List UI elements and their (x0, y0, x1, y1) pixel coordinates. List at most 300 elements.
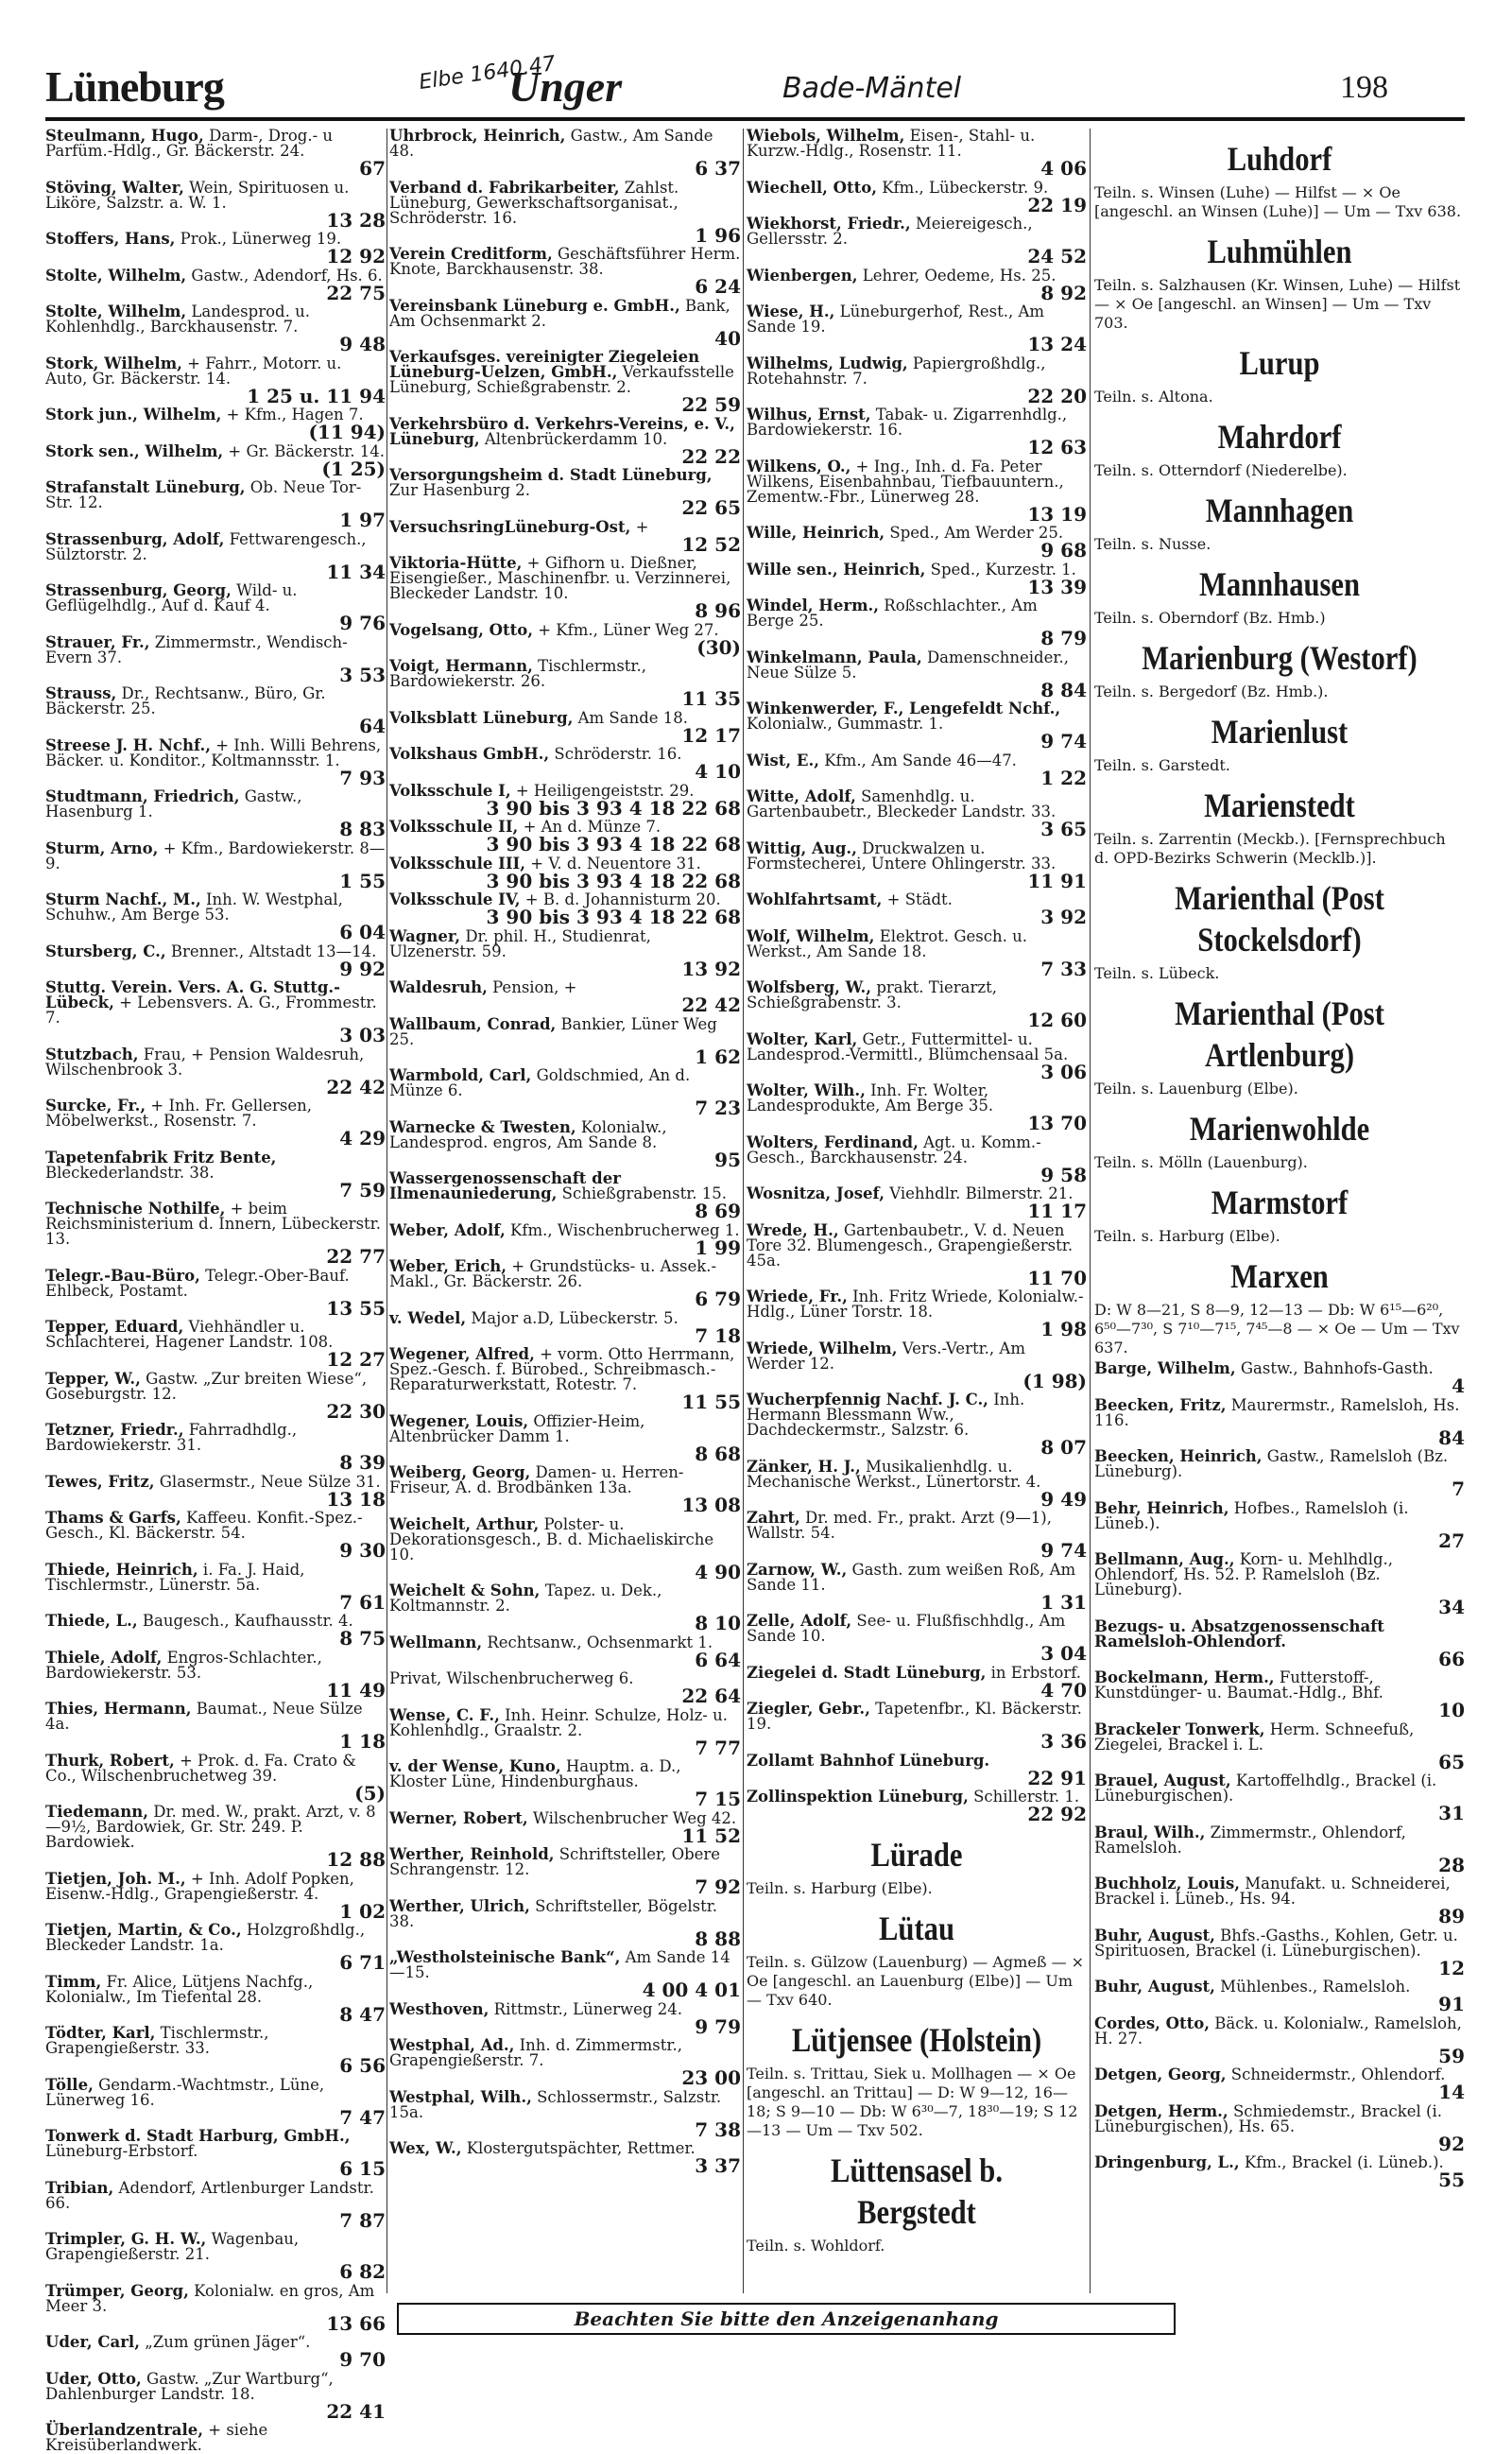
entry-details: Futterstoff-, Kunstdünger- u. Baumat.-Hdlg., Bhf. (1094, 1668, 1383, 1702)
directory-entry (1094, 2013, 1465, 2067)
directory-entry (389, 1759, 741, 1809)
entry-phone-number: 11 49 (326, 1678, 386, 1702)
directory-entry (45, 129, 386, 179)
entry-name: Wilkens, O., (747, 457, 851, 475)
town-heading: Lütau (879, 1910, 954, 1947)
directory-entry (45, 1805, 386, 1870)
directory-entry (747, 598, 1087, 648)
directory-entry (389, 1411, 741, 1465)
entry-phone-number: 28 (1438, 1853, 1465, 1876)
town-reference: Teiln. s. Nusse. (1094, 535, 1211, 553)
entry-phone-number: 11 70 (1027, 1266, 1087, 1289)
entry-details: i. Fa. J. Haid, Tischlermstr., Lünerstr. 5a. (45, 1560, 305, 1594)
entry-phone-number: 13 08 (681, 1494, 741, 1516)
entry-details: Goldschmied, An d. Münze 6. (389, 1066, 691, 1099)
entry-name: Verkaufsges. vereinigter Ziegeleien Lüneburg-Uelzen, GmbH., (389, 348, 700, 381)
entry-phone-number: 3 92 (1040, 906, 1087, 928)
entry-details: Ob. Neue Tor-Str. 12. (45, 478, 362, 511)
entry-details: Holzgroßhdlg., Bleckeder Landstr. 1a. (45, 1921, 366, 1954)
entry-phone-number: 11 17 (1027, 1200, 1087, 1222)
entry-details: Schmiedemstr., Brackel (i. Lüneburgischen), Hs. 65. (1094, 2101, 1443, 2135)
directory-entry (45, 2335, 386, 2370)
entry-phone-number: 7 77 (695, 1736, 741, 1759)
entry-name: Beecken, Heinrich, (1094, 1447, 1263, 1465)
town-reference: Teiln. s. Bergedorf (Bz. Hmb.). (1094, 683, 1329, 700)
entry-details: Landesprod. u. Kohlenhdlg., Barckhausenstr. 7. (45, 302, 310, 336)
entry-details: Inh. Heinr. Schulze, Holz- u. Kohlenhdlg., Graalstr. 2. (389, 1705, 728, 1739)
entry-name: Strauer, Fr., (45, 632, 150, 651)
entry-phone-number: 22 20 (1027, 384, 1087, 407)
entry-details: Rechtsanw., Ochsenmarkt 1. (487, 1633, 713, 1651)
entry-phone-number: 12 92 (326, 245, 386, 268)
entry-phone-number: 7 33 (1040, 957, 1087, 980)
directory-entry (1094, 1979, 1465, 2014)
entry-name: Strassenburg, Georg, (45, 581, 232, 599)
directory-entry (747, 1220, 1087, 1289)
entry-details: Fr. Alice, Lütjens Nachfg., Kolonialw., Im Tiefental 28. (45, 1972, 314, 2006)
directory-entry (747, 1789, 1087, 1824)
entry-details: See- u. Flußfischhdlg., Am Sande 10. (747, 1612, 1066, 1645)
entry-phone-number: 12 88 (326, 1848, 386, 1871)
directory-entry (45, 735, 386, 789)
directory-entry (389, 178, 741, 247)
entry-name: Waldesruh, (389, 978, 488, 996)
directory-entry (389, 2038, 741, 2088)
entry-phone-number: 12 52 (681, 532, 741, 556)
entry-phone-number: 7 93 (339, 766, 386, 789)
town-heading: Mannhausen (1198, 565, 1361, 603)
entry-details: Wagenbau, Grapengießerstr. 21. (45, 2230, 300, 2263)
directory-entry (747, 1751, 1087, 1789)
page-number: 198 (1340, 70, 1388, 105)
entry-phone-number: 8 92 (1040, 281, 1087, 304)
entry-phone-number: (1 98) (1022, 1369, 1087, 1392)
entry-phone-number: 13 24 (1027, 333, 1087, 355)
entry-details: Gastw. „Zur breiten Wiese“, Goseburgstr. 12. (45, 1369, 368, 1403)
directory-entry (389, 620, 741, 659)
directory-entry (747, 268, 1087, 303)
directory-entry (1094, 2155, 1465, 2190)
entry-phone-number: 13 92 (681, 957, 741, 980)
entry-details: Schriftsteller, Bögelstr. 38. (389, 1896, 718, 1930)
directory-entry (389, 1999, 741, 2038)
entry-name: Bellmann, Aug., (1094, 1550, 1235, 1568)
entry-details: + Lebensvers. A. G., Frommestr. 7. (45, 994, 377, 1027)
entry-details: prakt. Tierarzt, Schießgrabenstr. 3. (747, 978, 997, 1011)
entry-name: Wagner, (389, 926, 461, 945)
entry-details: Tapez. u. Dek., Koltmannstr. 2. (389, 1581, 662, 1615)
entry-details: Gastw. „Zur Wartburg“, Dahlenburger Landstr. 18. (45, 2369, 334, 2403)
entry-name: Zollinspektion Lüneburg, (747, 1788, 969, 1806)
entry-phone-number: 9 79 (695, 2014, 741, 2038)
entry-phone-number: 12 (1438, 1956, 1465, 1979)
entry-details: Schröderstr. 16. (554, 745, 682, 763)
entry-details: + beim Reichsministerium d. Innern, Lübeckerstr. 13. (45, 1200, 381, 1248)
entry-details: Gartenbaubetr., V. d. Neuen Tore 32. Blumengesch., Grapengießerstr. 45a. (747, 1220, 1074, 1270)
entry-details: Polster- u. Dekorationsgesch., B. d. Michaeliskirche 10. (389, 1514, 714, 1564)
entry-phone-number: 27 (1438, 1529, 1465, 1552)
entry-details: + Inh. Willi Behrens, Bäcker. u. Konditor., Koltmannsstr. 1. (45, 735, 382, 769)
entry-phone-number: 9 49 (1040, 1487, 1087, 1511)
entry-name: Stolte, Wilhelm, (45, 302, 187, 320)
directory-entry (747, 1614, 1087, 1664)
entry-name: Wohlfahrtsamt, (747, 890, 883, 908)
directory-entry (389, 1014, 741, 1068)
entry-name: Brauel, August, (1094, 1771, 1231, 1789)
entry-name: Stuttg. Verein. Vers. A. G. Stuttg.-Lübeck, (45, 978, 340, 1011)
entry-details: Rittmstr., Lünerweg 24. (493, 1999, 682, 2018)
entry-name: Weichelt, Arthur, (389, 1514, 540, 1533)
entry-phone-number: 22 77 (326, 1245, 386, 1268)
directory-entry (747, 1083, 1087, 1133)
column-divider (1090, 129, 1091, 2293)
directory-entry (45, 944, 386, 979)
entry-name: Stöving, Walter, (45, 178, 184, 197)
entry-details: Hofbes., Ramelsloh (i. Lüneb.). (1094, 1498, 1409, 1532)
entry-phone-number: 22 92 (1027, 1803, 1087, 1825)
entry-phone-number: 22 42 (326, 1075, 386, 1098)
entry-details: + Inh. Adolf Popken, Eisenw.-Hdlg., Grapengießerstr. 4. (45, 1869, 354, 1903)
entry-phone-number: 13 66 (326, 2311, 386, 2335)
entry-name: Stursberg, C., (45, 942, 166, 960)
column-1 (45, 127, 386, 2454)
directory-entry (1094, 1722, 1465, 1772)
directory-entry (45, 2423, 386, 2453)
town-reference: Teiln. s. Lübeck. (1094, 964, 1220, 982)
directory-entry (45, 232, 386, 267)
entry-details: Samenhdlg. u. Gartenbaubetr., Bleckeder Landstr. 33. (747, 787, 1057, 821)
entry-name: Wegener, Louis, (389, 1411, 529, 1430)
directory-entry (45, 2232, 386, 2282)
town-heading: Marienstedt (1204, 786, 1355, 824)
directory-entry (747, 459, 1087, 525)
directory-entry (389, 2141, 741, 2176)
directory-entry (747, 926, 1087, 980)
directory-entry (389, 247, 741, 297)
entry-name: Wriede, Wilhelm, (747, 1339, 898, 1357)
entry-details: + Kfm., Lüner Weg 27. (538, 620, 719, 639)
directory-entry (45, 1702, 386, 1752)
footer-notice: Beachten Sie bitte den Anzeigenanhang (397, 2303, 1176, 2335)
entry-name: Volkshaus GmbH., (389, 745, 550, 763)
directory-entry (389, 414, 741, 468)
entry-details: Fahrradhdlg., Bardowiekerstr. 31. (45, 1421, 298, 1454)
entry-details: Bäck. u. Kolonialw., Ramelsloh, H. 27. (1094, 2013, 1462, 2048)
entry-details: Zur Hasenburg 2. (389, 481, 530, 499)
directory-entry (45, 1320, 386, 1370)
page-header (45, 52, 1463, 115)
entry-details: Gastw., Ramelsloh (Bz. Lüneburg). (1094, 1447, 1449, 1480)
entry-name: Westphal, Wilh., (389, 2087, 532, 2106)
entry-phone-number: 11 52 (681, 1823, 741, 1847)
entry-name: Stutzbach, (45, 1045, 139, 1063)
entry-details: Bankier, Lüner Weg 25. (389, 1014, 717, 1048)
entry-details: + siehe Kreisüberlandwerk. (45, 2421, 268, 2454)
directory-entry (389, 1117, 741, 1171)
entry-phone-number: 1 55 (339, 869, 386, 892)
entry-details: Gastw., Adendorf, Hs. 6. (191, 266, 383, 285)
directory-entry (45, 407, 386, 442)
entry-phone-number: 9 70 (339, 2348, 386, 2371)
entry-phone-number: 4 10 (695, 760, 741, 783)
directory-entry (747, 1663, 1087, 1702)
entry-details: Brenner., Altstadt 13—14. (170, 942, 377, 960)
town-heading: Luhmühlen (1207, 233, 1352, 270)
entry-name: Wille, Heinrich, (747, 524, 885, 542)
entry-name: Buchholz, Louis, (1094, 1875, 1241, 1892)
entry-details: + Städt. (886, 890, 953, 908)
entry-phone-number: 3 37 (695, 2154, 741, 2177)
directory-entry (45, 268, 386, 303)
entry-phone-number: 13 55 (326, 1296, 386, 1320)
entry-details: Bhfs.-Gasths., Kohlen, Getr. u. Spirituosen, Brackel (i. Lüneburgischen). (1094, 1926, 1458, 1960)
entry-phone-number: 9 58 (1040, 1163, 1087, 1186)
entry-name: Verband d. Fabrikarbeiter, (389, 178, 620, 197)
entry-phone-number: 3 90 bis 3 93 4 18 22 68 (486, 833, 741, 855)
entry-phone-number: 11 35 (681, 687, 741, 710)
entry-phone-number: 11 34 (326, 560, 386, 583)
entry-name: Warnecke & Twesten, (389, 1117, 576, 1136)
entry-details: Geschäftsführer Herm. Knote, Barckhausenstr. 38. (389, 245, 741, 278)
entry-details: Agt. u. Komm.-Gesch., Barckhausenstr. 24. (747, 1132, 1041, 1167)
entry-details: Zimmermstr., Wendisch-Evern 37. (45, 632, 348, 666)
entry-name: Wosnitza, Josef, (747, 1184, 885, 1202)
town-heading: Marienwohlde (1189, 1110, 1370, 1148)
entry-details: Mühlenbes., Ramelsloh. (1220, 1978, 1411, 1996)
entry-phone-number: 1 02 (339, 1899, 386, 1923)
entry-phone-number: 8 83 (339, 818, 386, 840)
directory-entry (389, 659, 741, 709)
entry-phone-number: 12 17 (681, 723, 741, 747)
entry-name: Wist, E., (747, 751, 819, 769)
entry-details: Dr. phil. H., Studienrat, Ulzenerstr. 59. (389, 926, 651, 960)
directory-entry (45, 1201, 386, 1267)
entry-details: Privat, Wilschenbrucherweg 6. (389, 1669, 634, 1687)
entry-name: Detgen, Herm., (1094, 2101, 1228, 2120)
entry-details: Elektrot. Gesch. u. Werkst., Am Sande 18. (747, 926, 1027, 960)
entry-phone-number: 1 99 (695, 1236, 741, 1259)
entry-name: Thiede, Heinrich, (45, 1560, 198, 1579)
entry-phone-number: 91 (1438, 1993, 1465, 2015)
entry-phone-number: 1 22 (1040, 766, 1087, 789)
directory-entry (1094, 1616, 1465, 1670)
directory-entry (1094, 1928, 1465, 1979)
entry-name: Wolter, Karl, (747, 1029, 858, 1048)
entry-phone-number: 64 (359, 715, 386, 737)
directory-entry (45, 2075, 386, 2129)
entry-name: Thiele, Adolf, (45, 1648, 163, 1667)
entry-phone-number: 8 47 (339, 2002, 386, 2026)
town-heading: Lütjensee (Holstein) (791, 2021, 1042, 2059)
entry-name: Sturm, Arno, (45, 838, 159, 857)
directory-entry (389, 1671, 741, 1706)
entry-phone-number: 9 74 (1040, 730, 1087, 752)
entry-details: Schneidermstr., Ohlendorf. (1230, 2065, 1446, 2083)
entry-name: Vereinsbank Lüneburg e. GmbH., (389, 296, 680, 315)
directory-entry (747, 1029, 1087, 1083)
entry-details: + Gr. Bäckerstr. 14. (228, 441, 385, 460)
entry-phone-number: 1 18 (339, 1730, 386, 1753)
entry-phone-number: 22 65 (681, 496, 741, 519)
town-heading: Luhdorf (1227, 140, 1332, 178)
town-reference: Teiln. s. Harburg (Elbe). (1094, 1227, 1280, 1245)
entry-details: Viehhdlr. Bilmerstr. 21. (889, 1184, 1074, 1202)
entry-details: Kfm., Am Sande 46—47. (824, 751, 1017, 769)
entry-details: Kolonialw., Gummastr. 1. (747, 715, 944, 733)
directory-entry (747, 789, 1087, 839)
entry-name: Winkelmann, Paula, (747, 648, 922, 666)
entry-name: Thurk, Robert, (45, 1751, 175, 1770)
directory-entry (389, 1808, 741, 1847)
entry-details: Tabak- u. Zigarrenhdlg., Bardowiekerstr. 16. (747, 406, 1068, 439)
entry-phone-number: 9 30 (339, 1539, 386, 1562)
entry-details: + An d. Münze 7. (523, 818, 662, 836)
entry-details: Getr., Futtermittel- u. Landesprod.-Vermittl., Blümchensaal 5a. (747, 1029, 1069, 1063)
entry-phone-number: 7 15 (695, 1788, 741, 1810)
entry-name: Trimpler, G. H. W., (45, 2230, 207, 2248)
entry-name: Wiechell, Otto, (747, 178, 877, 197)
directory-entry (747, 178, 1087, 216)
entry-phone-number: 8 68 (695, 1442, 741, 1465)
entry-name: Wittig, Aug., (747, 838, 857, 857)
entry-phone-number: 22 19 (1027, 193, 1087, 216)
entry-details: Am Sande 14—15. (389, 1948, 730, 1981)
entry-phone-number: 3 90 bis 3 93 4 18 22 68 (486, 906, 741, 928)
entry-details: + vorm. Otto Herrmann, Spez.-Gesch. f. Bürobed., Schreibmasch.-Reparaturwerkstatt, Rotestr. 7. (389, 1345, 735, 1393)
entry-phone-number: 13 28 (326, 208, 386, 232)
entry-details: + Kfm., Bardowiekerstr. 8—9. (45, 838, 386, 873)
directory-entry (45, 2178, 386, 2232)
directory-entry (1094, 1825, 1465, 1875)
entry-phone-number: 3 04 (1040, 1642, 1087, 1665)
directory-entry (747, 1392, 1087, 1458)
entry-name: Wallbaum, Conrad, (389, 1014, 557, 1033)
directory-entry (389, 2087, 741, 2141)
entry-phone-number: 95 (714, 1148, 741, 1171)
entry-name: Stork jun., Wilhelm, (45, 406, 222, 423)
entry-phone-number: (11 94) (308, 421, 386, 443)
entry-details: Eisen-, Stahl- u. Kurzw.-Hdlg., Rosenstr. 11. (747, 127, 1036, 160)
entry-name: Steulmann, Hugo, (45, 127, 204, 145)
directory-entry (1094, 1449, 1465, 1499)
entry-phone-number: 3 90 bis 3 93 4 18 22 68 (486, 796, 741, 820)
entry-details: Damenschneider., Neue Sülze 5. (747, 648, 1069, 682)
entry-phone-number: 7 23 (695, 1097, 741, 1119)
entry-details: Major a.D, Lübeckerstr. 5. (471, 1308, 679, 1327)
entry-name: Brackeler Tonwerk, (1094, 1720, 1265, 1738)
directory-entry (389, 1705, 741, 1759)
directory-entry (747, 356, 1087, 406)
entry-name: Streese J. H. Nchf., (45, 735, 211, 754)
town-heading: Lürade (870, 1836, 963, 1874)
directory-entry (45, 1150, 386, 1201)
entry-details: Wein, Spirituosen u. Liköre, Salzstr. a. W. 1. (45, 178, 350, 212)
entry-name: Wienbergen, (747, 266, 858, 285)
directory-entry (389, 708, 741, 747)
town-heading: Marienthal (Post Stockelsdorf) (1175, 879, 1384, 959)
directory-entry (45, 838, 386, 892)
entry-name: Werther, Reinhold, (389, 1845, 555, 1863)
directory-entry (747, 701, 1087, 752)
entry-name: Buhr, August, (1094, 1926, 1215, 1944)
entry-name: Buhr, August, (1094, 1978, 1215, 1996)
entry-phone-number: 6 64 (695, 1648, 741, 1671)
directory-entry (389, 926, 741, 980)
entry-details: Telegr.-Ober-Bauf. Ehlbeck, Postamt. (45, 1266, 350, 1300)
directory-entry (45, 1511, 386, 1561)
town-reference: Teiln. s. Harburg (Elbe). (747, 1879, 933, 1897)
entry-phone-number: 6 37 (695, 157, 741, 180)
entry-details: Damen- u. Herren-Friseur, A. d. Brodbänken 13a. (389, 1463, 684, 1496)
entry-phone-number: 8 69 (695, 1200, 741, 1222)
entry-details: Maurermstr., Ramelsloh, Hs. 116. (1094, 1395, 1460, 1429)
entry-phone-number: 7 47 (339, 2105, 386, 2129)
entry-phone-number: 14 (1438, 2081, 1465, 2103)
directory-entry (389, 1347, 741, 1412)
directory-entry (45, 529, 386, 583)
entry-phone-number: 6 71 (339, 1951, 386, 1974)
entry-name: Zelle, Adolf, (747, 1612, 852, 1630)
entry-details: Klostergutspächter, Rettmer. (466, 2139, 696, 2157)
entry-phone-number: 13 39 (1027, 575, 1087, 598)
directory-entry (389, 1583, 741, 1633)
entry-name: Tietjen, Joh. M., (45, 1869, 186, 1888)
directory-entry (1094, 1395, 1465, 1449)
directory-entry (747, 216, 1087, 267)
entry-phone-number: 3 65 (1040, 818, 1087, 840)
entry-name: Bockelmann, Herm., (1094, 1668, 1275, 1686)
entry-details: + Kfm., Hagen 7. (226, 406, 364, 423)
directory-entry (45, 1751, 386, 1805)
entry-phone-number: 4 06 (1040, 157, 1087, 180)
entry-name: Wellmann, (389, 1633, 483, 1651)
directory-entry (747, 838, 1087, 892)
entry-phone-number: 22 64 (681, 1685, 741, 1707)
entry-name: Stolte, Wilhelm, (45, 266, 187, 285)
entry-phone-number: 7 61 (339, 1590, 386, 1614)
town-reference: Teiln. s. Altona. (1094, 388, 1213, 406)
entry-details: Schlossermstr., Salzstr. 15a. (389, 2087, 722, 2121)
town-reference: Teiln. s. Lauenburg (Elbe). (1094, 1080, 1298, 1097)
entry-details: Sped., Kurzestr. 1. (930, 560, 1076, 579)
directory-entry (45, 980, 386, 1046)
entry-phone-number: 7 92 (695, 1875, 741, 1898)
directory-entry (747, 526, 1087, 561)
entry-details: Glasermstr., Neue Sülze 31. (159, 1472, 381, 1491)
entry-name: Dringenburg, L., (1094, 2153, 1240, 2171)
directory-entry (389, 1950, 741, 2000)
directory-entry (747, 562, 1087, 597)
directory-entry (45, 1869, 386, 1923)
directory-entry (389, 1896, 741, 1950)
entry-phone-number: 3 90 bis 3 93 4 18 22 68 (486, 869, 741, 892)
entry-phone-number: 13 70 (1027, 1112, 1087, 1134)
entry-name: Tetzner, Friedr., (45, 1421, 184, 1439)
directory-entry (389, 781, 741, 820)
entry-details: Dr. med. Fr., prakt. Arzt (9—1), Wallstr. 54. (747, 1509, 1052, 1542)
directory-entry (389, 747, 741, 782)
directory-entry (389, 1259, 741, 1309)
entry-details: Lüneburgerhof, Rest., Am Sande 19. (747, 302, 1045, 336)
entry-details: Korn- u. Mehlhdlg., Ohlendorf, Hs. 52. P. Ramelsloh (Bz. Lüneburg). (1094, 1550, 1394, 1599)
entry-phone-number: 3 36 (1040, 1730, 1087, 1753)
entry-name: Ziegelei d. Stadt Lüneburg, (747, 1663, 987, 1682)
entry-phone-number: 9 76 (339, 612, 386, 634)
entry-phone-number: 11 91 (1027, 869, 1087, 892)
entry-name: Surcke, Fr., (45, 1097, 146, 1115)
entry-name: Detgen, Georg, (1094, 2065, 1227, 2083)
entry-phone-number: 9 92 (339, 957, 386, 980)
